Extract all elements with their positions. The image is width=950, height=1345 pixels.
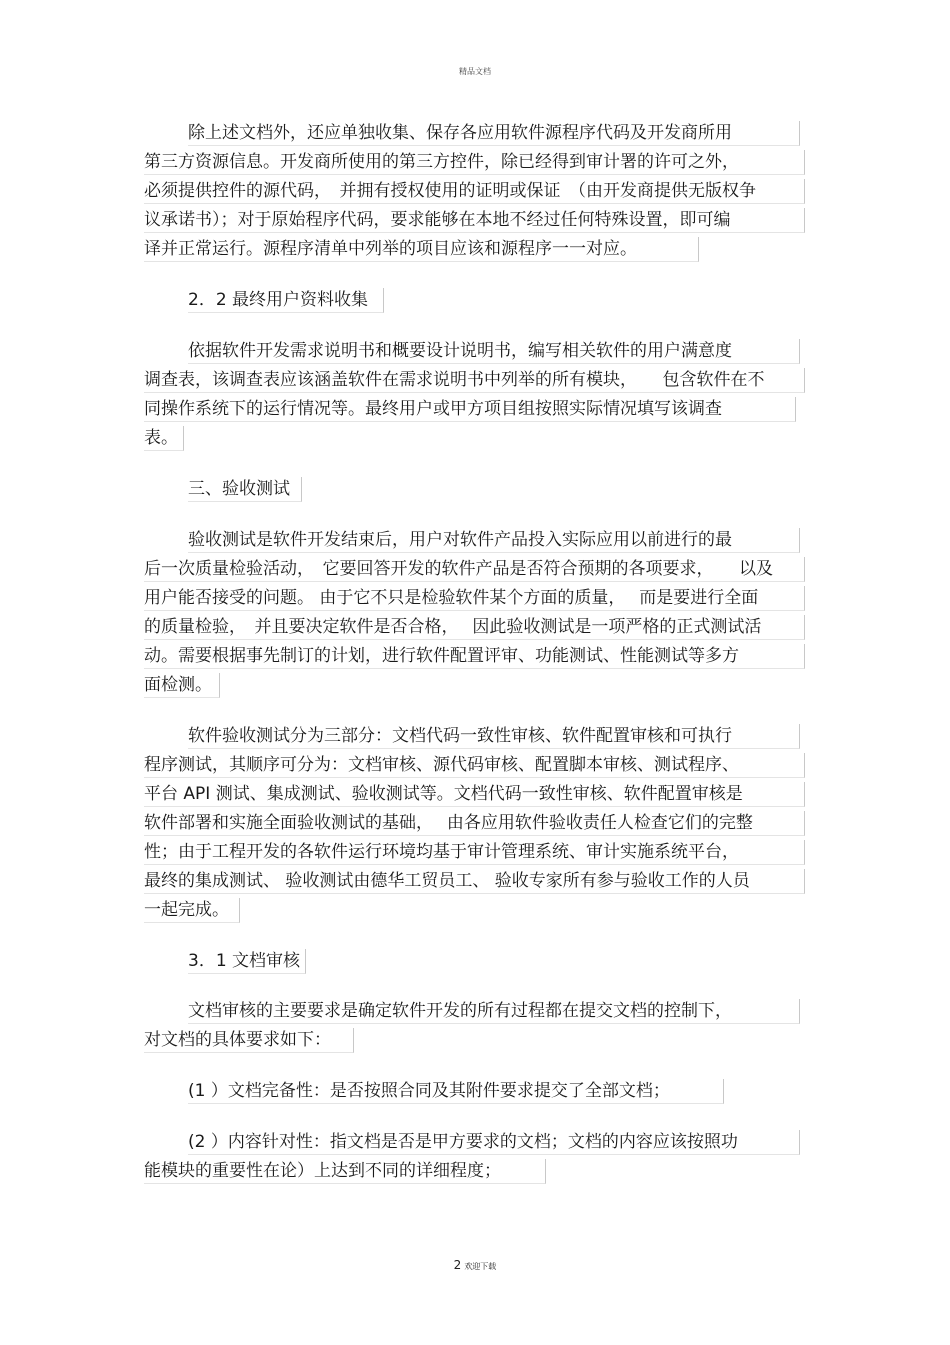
paragraph-line: 调查表，该调查表应该涵盖软件在需求说明书中列举的所有模块， 包含软件在不 (144, 368, 805, 393)
list-item: (1 ）文档完备性：是否按照合同及其附件要求提交了全部文档； (188, 1079, 724, 1104)
paragraph-line: 能模块的重要性在论）上达到不同的详细程度； (144, 1159, 546, 1184)
paragraph-line: 一起完成。 (144, 898, 240, 923)
page-footer (0, 1258, 950, 1272)
section-heading: 三、验收测试 (188, 477, 302, 502)
page-header: 精品文档 (459, 67, 491, 76)
paragraph-line: 必须提供控件的源代码， 并拥有授权使用的证明或保证 （由开发商提供无版权争 (144, 179, 805, 204)
footer-note: 欢迎下载 (464, 1262, 497, 1271)
paragraph-line: 同操作系统下的运行情况等。最终用户或甲方项目组按照实际情况填写该调查 (144, 397, 796, 422)
paragraph-line: 除上述文档外，还应单独收集、保存各应用软件源程序代码及开发商所用 (188, 121, 800, 146)
paragraph-line: 依据软件开发需求说明书和概要设计说明书，编写相关软件的用户满意度 (188, 339, 800, 364)
paragraph-line: 最终的集成测试、 验收测试由德华工贸员工、 验收专家所有参与验收工作的人员 (144, 869, 805, 894)
paragraph-line: 验收测试是软件开发结束后，用户对软件产品投入实际应用以前进行的最 (188, 528, 800, 553)
paragraph-line: 文档审核的主要要求是确定软件开发的所有过程都在提交文档的控制下， (188, 999, 800, 1024)
paragraph-line: 表。 (144, 426, 184, 451)
paragraph-line: 议承诺书）；对于原始程序代码，要求能够在本地不经过任何特殊设置，即可编 (144, 208, 805, 233)
paragraph-line: 性；由于工程开发的各软件运行环境均基于审计管理系统、审计实施系统平台， (144, 840, 805, 865)
paragraph-line: 软件验收测试分为三部分：文档代码一致性审核、软件配置审核和可执行 (188, 724, 800, 749)
paragraph-line: 动。需要根据事先制订的计划，进行软件配置评审、功能测试、性能测试等多方 (144, 644, 805, 669)
paragraph-line: 软件部署和实施全面验收测试的基础， 由各应用软件验收责任人检查它们的完整 (144, 811, 805, 836)
paragraph-line: 第三方资源信息。开发商所使用的第三方控件，除已经得到审计署的许可之外， (144, 150, 805, 175)
paragraph-line: 对文档的具体要求如下： (144, 1028, 354, 1053)
section-heading: 2．2 最终用户资料收集 (188, 288, 384, 313)
paragraph-line: 后一次质量检验活动， 它要回答开发的软件产品是否符合预期的各项要求， 以及 (144, 557, 805, 582)
list-item: (2 ）内容针对性：指文档是否是甲方要求的文档；文档的内容应该按照功 (188, 1130, 800, 1155)
page-number: 2 (453, 1258, 462, 1272)
paragraph-line: 面检测。 (144, 673, 220, 698)
paragraph-line: 译并正常运行。源程序清单中列举的项目应该和源程序一一对应。 (144, 237, 699, 262)
paragraph-line: 用户能否接受的问题。 由于它不只是检验软件某个方面的质量， 而是要进行全面 (144, 586, 805, 611)
section-heading: 3．1 文档审核 (188, 949, 306, 974)
paragraph-line: 程序测试，其顺序可分为：文档审核、源代码审核、配置脚本审核、测试程序、 (144, 753, 805, 778)
paragraph-line: 的质量检验， 并且要决定软件是否合格， 因此验收测试是一项严格的正式测试活 (144, 615, 805, 640)
paragraph-line: 平台 API 测试、集成测试、验收测试等。文档代码一致性审核、软件配置审核是 (144, 782, 805, 807)
